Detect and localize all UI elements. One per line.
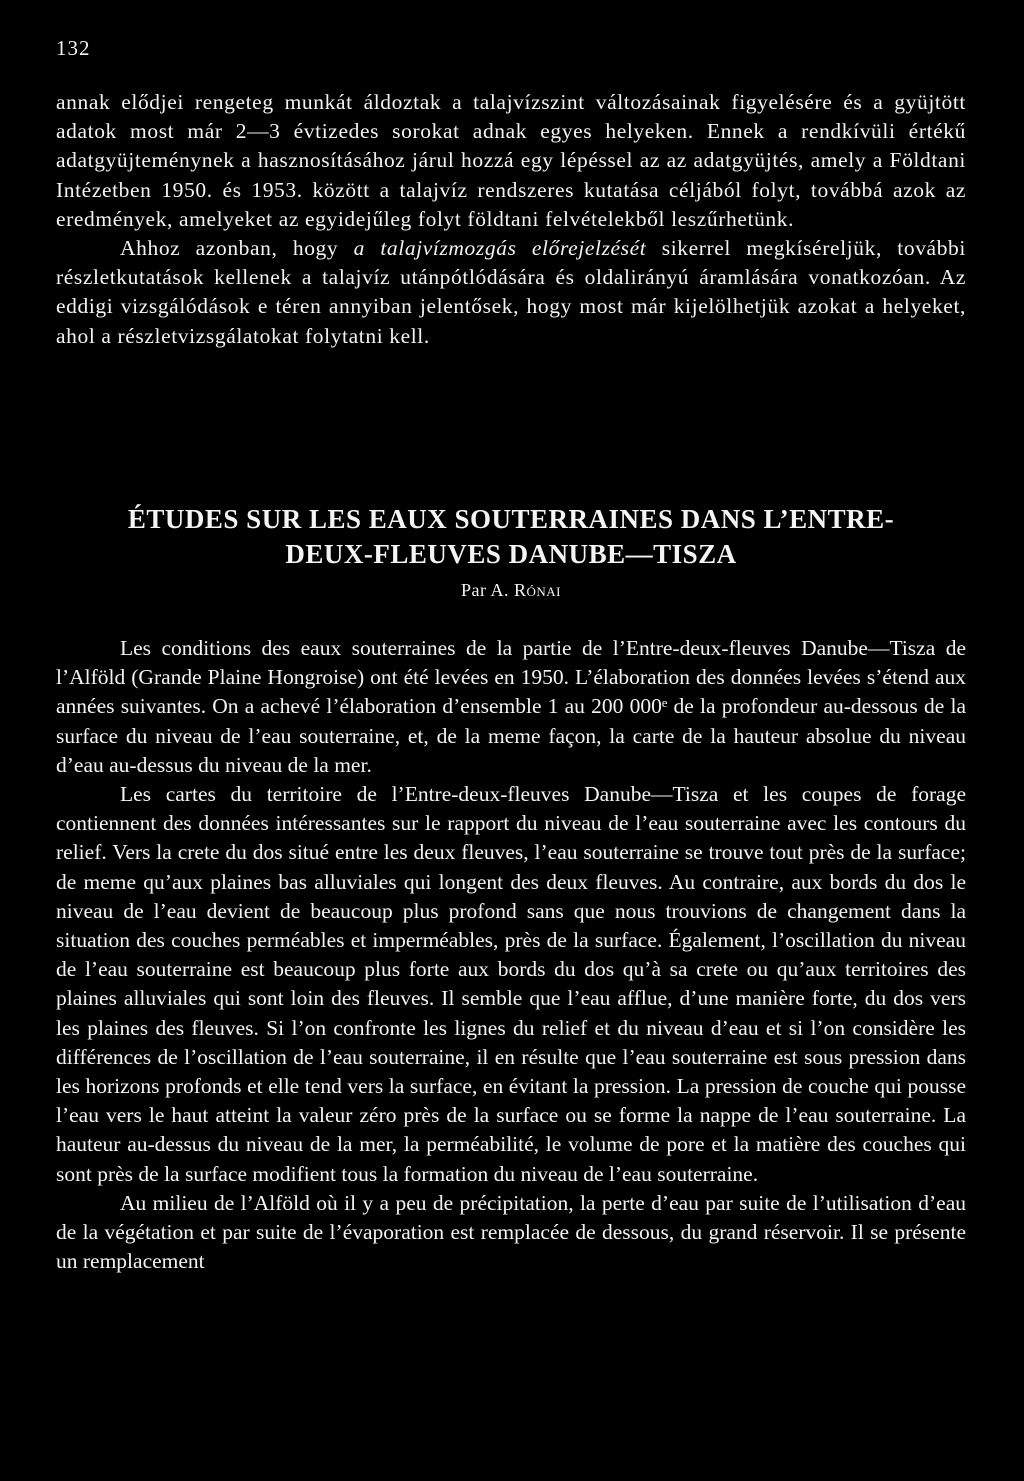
- french-section: [56, 634, 966, 1276]
- hungarian-section: [56, 88, 966, 351]
- heading-line-2: DEUX-FLEUVES DANUBE—TISZA: [285, 539, 737, 569]
- byline-prefix: Par A.: [461, 580, 509, 600]
- byline: [56, 580, 966, 601]
- hungarian-paragraph-1: annak elődjei rengeteg munkát áldoztak a talajvízszint változásainak figyelésére és a gyüjtött adatok most már 2—3 évtizedes sorokat adnak egyes helyeken. Ennek a rendkívüli értékű adatgyüjteménynek a hasznosításához járul hozzá egy lépéssel az az adatgyüjtés, amely a Földtani Intézetben 1950. és 1953. között a talajvíz rendszeres kutatása céljából folyt, továbbá azok az eredmények, amelyeket az egyidejűleg folyt földtani felvételekből leszűrhetünk.: [56, 90, 966, 231]
- page-number: 132: [56, 36, 91, 60]
- hungarian-paragraph-2: [56, 234, 966, 351]
- french-paragraph-3: Au milieu de l’Alföld où il y a peu de précipitation, la perte d’eau par suite de l’utilisation d’eau de la végétation et par suite de l’évaporation est remplacée de dessous, du grand réservoir. Il se présente un remplacement: [56, 1190, 966, 1274]
- article-heading: [56, 502, 966, 572]
- french-paragraph-2: Les cartes du territoire de l’Entre-deux-fleuves Danube—Tisza et les coupes de forage contiennent des données intéressantes sur le rapport du niveau de l’eau souterraine avec les contours du relief. Vers la crete du dos situé entre les deux fleuves, l’eau souterraine se trouve tout près de la surface; de meme qu’aux plaines bas alluviales qui longent des deux fleuves. Au contraire, aux bords du dos le niveau de l’eau devient de beaucoup plus profond sans que nous trouvions de changement dans la situation des couches perméables et imperméables, près de la surface. Également, l’oscillation du niveau de l’eau souterraine est beaucoup plus forte aux bords du dos qu’à sa crete ou qu’aux territoires des plaines alluviales qui sont loin des fleuves. Il semble que l’eau afflue, d’une manière forte, du dos vers les plaines des fleuves. Si l’on confronte les lignes du relief et du niveau d’eau et si l’on considère les différences de l’oscillation de l’eau souterraine, il en résulte que l’eau souterraine est sous pression dans les horizons profonds et elle tend vers la surface, en évitant la pression. La pression de couche qui pousse l’eau vers le haut atteint la valeur zéro près de la surface ou se forme la nappe de l’eau souterraine. La hauteur au-dessus du niveau de la mer, la perméabilité, le volume de pore et la matière des couches qui sont près de la surface modifient tous la formation du niveau de l’eau souterraine.: [56, 782, 966, 1186]
- hungarian-paragraph-2-italic: a talajvízmozgás előrejelzését: [353, 236, 647, 261]
- byline-author: Rónai: [514, 580, 561, 600]
- heading-line-1: ÉTUDES SUR LES EAUX SOUTERRAINES DANS L’ENTRE-: [127, 504, 895, 534]
- hungarian-paragraph-2-pre: Ahhoz azonban, hogy: [120, 236, 354, 261]
- hungarian-paragraph-2-post: sikerrel megkíséreljük, további részletkutatások kellenek a talajvíz utánpótlódására és oldalirányú áramlására vonatkozóan. Az eddigi vizsgálódások e téren annyiban jelentősek, hogy most már kijelölhetjük azokat a helyeket, ahol a részletvizsgálatokat folytatni kell.: [56, 236, 966, 348]
- french-paragraph-1: Les conditions des eaux souterraines de la partie de l’Entre-deux-fleuves Danube—Tisza de l’Alföld (Grande Plaine Hongroise) ont été levées en 1950. L’élaboration des données levées s’étend aux années suivantes. On a achevé l’élaboration d’ensemble 1 au 200 000ᵉ de la profondeur au-dessous de la surface du niveau de l’eau souterraine, et, de la meme façon, la carte de la hauteur absolue du niveau d’eau au-dessus du niveau de la mer.: [56, 636, 966, 777]
